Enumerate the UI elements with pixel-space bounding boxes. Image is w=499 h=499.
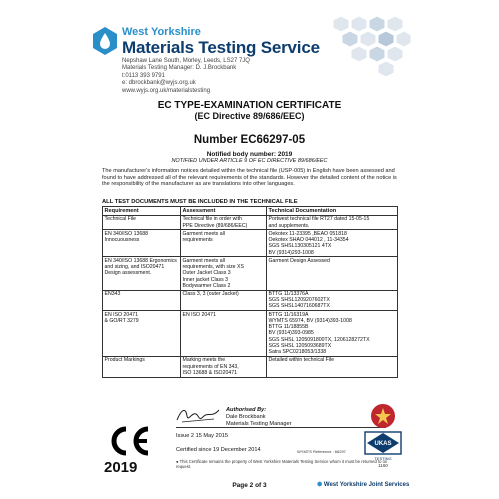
footer-brand [317,481,409,489]
certified-since: Certified since 19 December 2014 [176,447,261,453]
cell-line: requirements, with size XS [182,264,244,271]
cell-line: WYMTS 65974, BV (9314)393-1008 [268,318,352,325]
table-cell-documentation [267,230,398,257]
cell-line: Design assessment. [104,270,152,277]
table-cell-requirement [103,215,181,230]
table-row [103,230,398,257]
table-row [103,356,398,377]
cell-line: BV (9314)393-0985 [268,330,314,337]
table-cell-assessment [181,230,267,257]
table-cell-requirement [103,311,181,356]
hexagon-pattern-icon [331,14,411,80]
table-cell-assessment [181,215,267,230]
table-cell-assessment [181,356,267,377]
table-cell-assessment [181,290,267,311]
address-line: e: dbrockbank@wyjs.org.uk [122,80,196,87]
address-line: Materials Testing Manager: D. J.Brockbank [122,65,237,72]
cell-line: SGS SHSL 1205091800TX, 1206128272TX [268,336,370,343]
header-assessment: Assessment [181,207,267,216]
cell-line: Oekotex 11-23395 ,BEAO 051818 [268,231,347,238]
cell-line: Garment meets all [182,258,225,265]
table-row [103,311,398,356]
address-line: Nepshaw Lane South, Morley, Leeds, LS27 7JQ [122,58,250,64]
cell-line: and supplements. [268,222,310,229]
cell-line: Portwest technical file RT27 dated 15-05-15 [268,216,370,223]
property-note [176,459,388,469]
cell-line: Garment Design Assessed [268,258,330,265]
signature-divider [176,427,386,428]
ukas-label: UKAS [374,441,392,447]
signature-scribble-icon [174,404,222,426]
table-cell-requirement [103,290,181,311]
cell-line: Bodywarmer Class 2 [182,282,231,289]
cell-line: SGS SHSL 1205093689TX [268,342,332,349]
cell-line: Technical File [104,216,136,223]
brand [122,26,320,57]
page-number: Page 2 of 3 [232,482,267,489]
brand-main: Materials Testing Service [122,38,320,57]
address-line: t:0113 393 9791 [122,72,165,79]
cell-line: BTTG 11/13376A [268,291,309,298]
cell-line: EN ISO 20471 [104,312,138,319]
ce-mark-icon [106,424,152,458]
cell-line: SGS SHSL130305121 4TX [268,243,332,250]
footer-logo-icon: ⬢ [317,482,324,488]
cell-line: Class 3, 3 (outer Jacket) [182,291,239,298]
cell-line: Satra SPC0218053/1338 [268,348,327,355]
ukas-number: 1160 [378,463,388,468]
ce-notified-number: 2019 [104,459,138,476]
cell-line: Outer Jacket Class 3 [182,270,231,277]
table-cell-documentation [267,356,398,377]
address-block [122,58,250,95]
notified-under: NOTIFIED UNDER ARTICLE 9 OF EC DIRECTIVE 89/686/EEC [171,158,328,164]
cell-line: and sizing, and ISO20471 [104,264,165,271]
certificate-number: Number EC66297-05 [193,134,306,146]
table-title: ALL TEST DOCUMENTS MUST BE INCLUDED IN THE TECHNICAL FILE [102,199,298,205]
address-line: www.wyjs.org.uk/materialstesting [122,87,211,94]
table-row [103,257,398,290]
wyms-logo-icon [90,26,120,56]
table-body [103,215,398,377]
cell-line: SGS SHSL1209207602TX [268,297,330,304]
cell-line: Oekotex SHAO 044012 , 11-34354 [268,237,349,244]
cell-line: SGS SHSL1407160687TX [268,303,330,310]
cell-line: BV (9314)293-1008 [268,249,314,256]
notified-body: Notified body number: 2019 [206,151,293,158]
cell-line: Garment meets all [182,231,225,238]
signatory-role: Materials Testing Manager [226,420,292,427]
ukas-accreditation-icon [362,402,404,470]
cell-line: BTTG 11/16319A [268,312,309,319]
signatory-name: Dale Brockbank [226,414,266,420]
brand-top: West Yorkshire [122,26,201,38]
footer-brand-text: West Yorkshire Joint Services [323,482,410,488]
table-cell-documentation [267,257,398,290]
test-documents-table [102,206,398,378]
cell-line: Technical file in order with [182,216,242,223]
table-cell-documentation [267,290,398,311]
table-cell-documentation [267,311,398,356]
table-cell-requirement [103,356,181,377]
cell-line: EN343 [104,291,121,298]
bullet-icon: ● [176,459,180,464]
cell-line: Innocuousness [104,237,140,244]
cell-line: & GO/RT 3279 [104,318,139,325]
cell-line: EN 340/ISO 13688 [104,231,149,238]
issue-date: Issue 2 15 May 2015 [176,433,228,439]
wymts-reference: WYMTS Reference : 66297 [297,449,346,454]
cell-line: PPE Directive (89/686/EEC) [182,222,248,229]
cell-line: BTTG 11/18855B [268,324,309,331]
table-header-row [103,207,398,216]
cell-line: requirements [182,237,213,244]
ukas-sub-label: TESTING [374,456,392,461]
cell-line: Inner jacket Class 3 [182,276,229,283]
directive-subtitle: (EC Directive 89/686/EEC) [194,111,305,121]
cell-line: EN 340/ISO 13688 Ergonomics [104,258,177,265]
cell-line: requirements of EN 343, [182,363,239,370]
cell-line: EN ISO 20471 [182,312,216,319]
intro-paragraph: The manufacturer's information notices detailed within the technical file (USP-005) in English have been assessed and found to have addressed all of the relevant requirements of the standards. However the detailed content of the notice is the responsibility of the manufacturer as are translations into other languages. [102,168,397,188]
cell-line: Detailed within technical File [268,357,334,364]
header-requirement: Requirement [103,207,181,216]
cell-line: Marking meets the [182,357,226,364]
cell-line: ISO 13688 & ISO20471 [182,369,238,376]
table-cell-requirement [103,257,181,290]
signature-block [226,414,292,427]
table-cell-assessment [181,311,267,356]
header-documentation: Technical Documentation [267,207,398,216]
table-cell-assessment [181,257,267,290]
property-note-text: This Certificate remains the property of West Yorkshire Materials Testing Service whom it must be returned to on request. [176,459,388,470]
table-cell-requirement [103,230,181,257]
certificate-title: EC TYPE-EXAMINATION CERTIFICATE [157,100,342,111]
table-row [103,215,398,230]
cell-line: Product Markings [104,357,145,364]
table-row [103,290,398,311]
table-cell-documentation [267,215,398,230]
signature-label: Authorised By: [226,407,267,413]
